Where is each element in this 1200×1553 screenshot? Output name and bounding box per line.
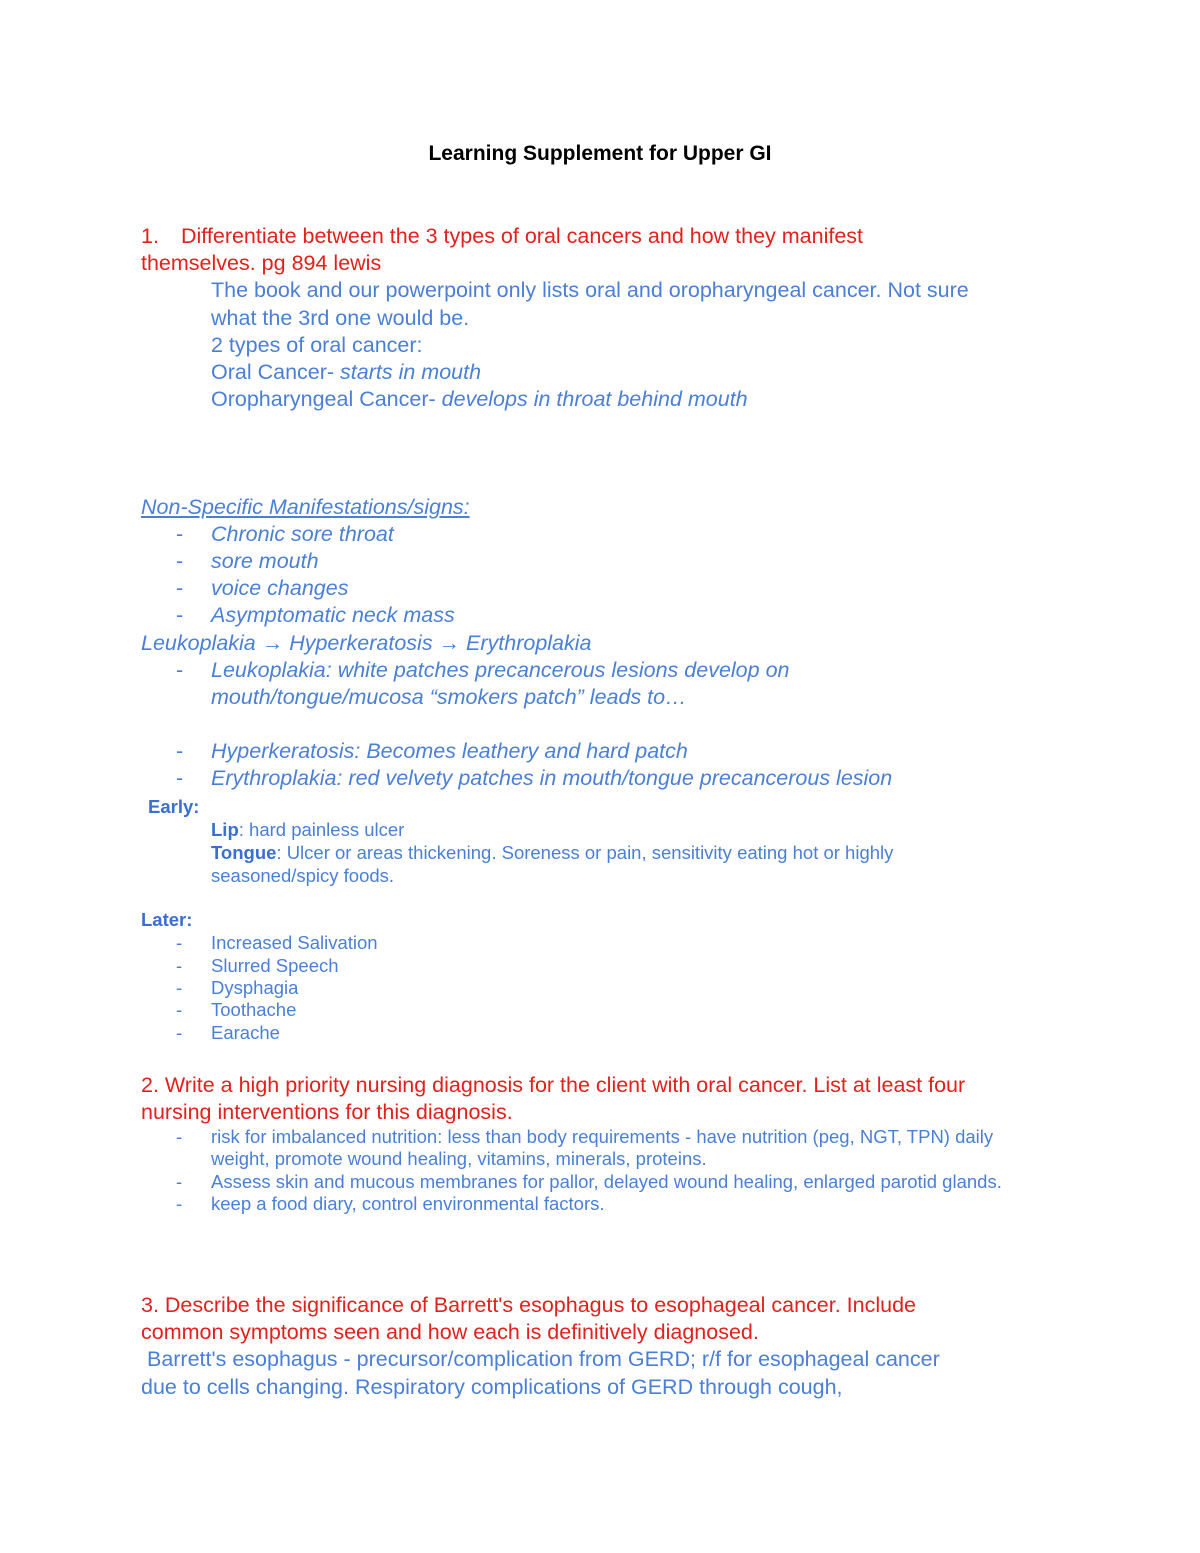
tongue-line bbox=[211, 842, 893, 864]
tongue-label: Tongue bbox=[211, 842, 277, 863]
oral-cancer-label: Oral Cancer- bbox=[211, 360, 341, 384]
intervention-food-diary: keep a food diary, control environmental factors. bbox=[211, 1193, 605, 1214]
q2-prompt-line2: nursing interventions for this diagnosis. bbox=[141, 1100, 513, 1124]
nonspecific-heading: Non-Specific Manifestations/signs: bbox=[141, 495, 470, 519]
oropharyngeal-cancer-desc: develops in throat behind mouth bbox=[441, 387, 748, 411]
q1-prompt-line1: Differentiate between the 3 types of oral cancers and how they manifest bbox=[181, 224, 864, 248]
bullet-dash: - bbox=[176, 658, 184, 682]
list-item: Dysphagia bbox=[211, 977, 299, 998]
bullet-dash: - bbox=[176, 1171, 183, 1192]
bullet-dash: - bbox=[176, 522, 184, 546]
bullet-dash: - bbox=[176, 766, 184, 790]
list-item: Asymptomatic neck mass bbox=[211, 603, 455, 627]
bullet-dash: - bbox=[176, 739, 184, 763]
leukoplakia-line1: Leukoplakia: white patches precancerous lesions develop on bbox=[211, 658, 790, 682]
intervention-nutrition-line2: weight, promote wound healing, vitamins, minerals, proteins. bbox=[211, 1148, 707, 1169]
oropharyngeal-cancer-line bbox=[211, 387, 748, 412]
list-item: Slurred Speech bbox=[211, 955, 339, 976]
bullet-dash: - bbox=[176, 977, 183, 998]
q1-number: 1. bbox=[141, 224, 159, 248]
bullet-dash: - bbox=[176, 1193, 183, 1214]
bullet-dash: - bbox=[176, 955, 183, 976]
bullet-dash: - bbox=[176, 1022, 183, 1043]
bullet-dash: - bbox=[176, 932, 183, 953]
oral-cancer-line bbox=[211, 360, 481, 385]
q3-prompt-line1: 3. Describe the significance of Barrett's esophagus to esophageal cancer. Include bbox=[141, 1293, 916, 1317]
list-item: Chronic sore throat bbox=[211, 522, 394, 546]
later-heading: Later: bbox=[141, 909, 193, 930]
intervention-assess-skin: Assess skin and mucous membranes for pallor, delayed wound healing, enlarged parotid glands. bbox=[211, 1171, 1002, 1192]
list-item: Increased Salivation bbox=[211, 932, 378, 953]
q2-prompt-line1: 2. Write a high priority nursing diagnosis for the client with oral cancer. List at least four bbox=[141, 1073, 966, 1097]
bullet-dash: - bbox=[176, 1126, 183, 1147]
q3-answer-line2: due to cells changing. Respiratory complications of GERD through cough, bbox=[141, 1375, 843, 1399]
list-item: voice changes bbox=[211, 576, 349, 600]
q3-prompt-line2: common symptoms seen and how each is definitively diagnosed. bbox=[141, 1320, 759, 1344]
bullet-dash: - bbox=[176, 999, 183, 1020]
q1-answer-line1: The book and our powerpoint only lists oral and oropharyngeal cancer. Not sure bbox=[211, 278, 969, 302]
page-title: Learning Supplement for Upper GI bbox=[428, 142, 772, 165]
oral-cancer-desc: starts in mouth bbox=[340, 360, 482, 384]
early-heading: Early: bbox=[148, 796, 200, 817]
lip-line bbox=[211, 819, 404, 841]
bullet-dash: - bbox=[176, 549, 184, 573]
oropharyngeal-cancer-label: Oropharyngeal Cancer- bbox=[211, 387, 442, 411]
progression-line: Leukoplakia → Hyperkeratosis → Erythroplakia bbox=[141, 631, 592, 655]
lip-text: : hard painless ulcer bbox=[238, 819, 405, 840]
intervention-nutrition-line1: risk for imbalanced nutrition: less than body requirements - have nutrition (peg, NGT, TPN) daily bbox=[211, 1126, 994, 1147]
list-item: Earache bbox=[211, 1022, 280, 1043]
bullet-dash: - bbox=[176, 576, 184, 600]
q1-prompt-line2: themselves. pg 894 lewis bbox=[141, 251, 382, 275]
leukoplakia-line2: mouth/tongue/mucosa “smokers patch” leads to… bbox=[211, 685, 687, 709]
q3-answer-line1: Barrett's esophagus - precursor/complication from GERD; r/f for esophageal cancer bbox=[141, 1347, 940, 1371]
lip-label: Lip bbox=[211, 819, 239, 840]
tongue-text: : Ulcer or areas thickening. Soreness or pain, sensitivity eating hot or highly bbox=[276, 842, 894, 863]
list-item: Toothache bbox=[211, 999, 297, 1020]
tongue-line2: seasoned/spicy foods. bbox=[211, 865, 395, 886]
erythroplakia-line: Erythroplakia: red velvety patches in mouth/tongue precancerous lesion bbox=[211, 766, 893, 790]
hyperkeratosis-line: Hyperkeratosis: Becomes leathery and hard patch bbox=[211, 739, 688, 763]
list-item: sore mouth bbox=[211, 549, 319, 573]
q1-answer-line3: 2 types of oral cancer: bbox=[211, 333, 423, 357]
q1-answer-line2: what the 3rd one would be. bbox=[211, 306, 470, 330]
bullet-dash: - bbox=[176, 603, 184, 627]
